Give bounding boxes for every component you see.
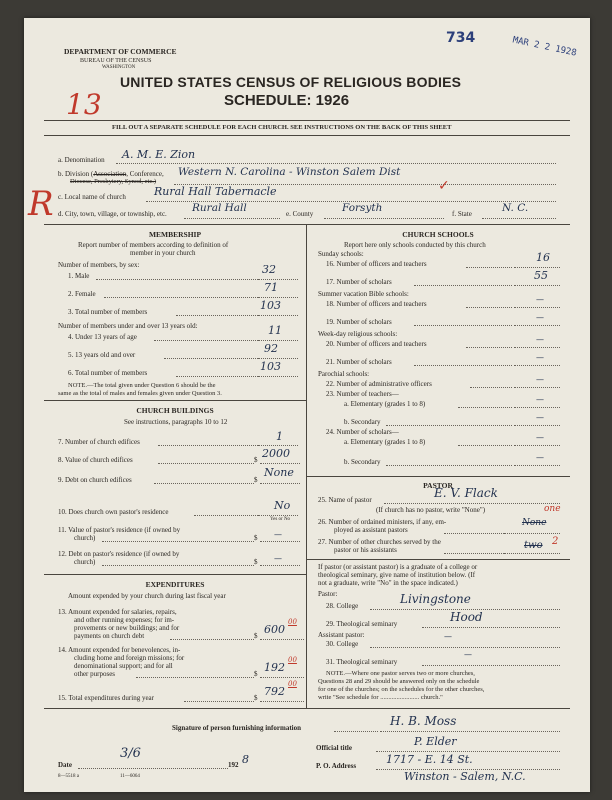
received-date-stamp: MAR 2 2 1928 [511,35,578,59]
q17-label: 17. Number of scholars [326,278,392,286]
q11-dollar: $ [254,534,258,542]
expenditures-subheading: Amount expended by your church during last fiscal year [68,592,226,600]
city-label: d. City, town, village, or township, etc. [58,210,167,218]
signature-value[interactable]: H. B. Moss [390,714,457,728]
q3-value[interactable]: 103 [260,299,281,312]
denomination-value[interactable]: A. M. E. Zion [122,148,196,161]
q2-label: 2. Female [68,290,96,298]
q5-value[interactable]: 92 [264,342,278,355]
membership-intro-1: Report number of members according to definition of [78,241,229,249]
sunday-schools-heading: Sunday schools: [318,250,364,258]
q7-label: 7. Number of church edifices [58,438,140,446]
q21-dash[interactable]: — [536,353,544,362]
q13-dollar: $ [254,632,258,640]
denomination-label: a. Denomination [58,156,105,164]
q24a-dash[interactable]: — [536,433,544,442]
form-title: UNITED STATES CENSUS OF RELIGIOUS BODIES [120,74,462,90]
q29-label: 29. Theological seminary [326,620,398,628]
q26-label-2: ployed as assistant pastors [334,526,408,534]
date-label: Date [58,761,72,769]
q9-dollar: $ [254,476,258,484]
q14-label-1: 14. Amount expended for benevolences, in- [58,646,181,654]
county-label: e. County [286,210,314,218]
pastor-heading: PASTOR [423,481,453,490]
q4-label: 4. Under 13 years of age [68,333,137,341]
q24a-label: a. Elementary (grades 1 to 8) [344,438,426,446]
q13-value[interactable]: 600 [264,623,285,636]
q22-label: 22. Number of administrative officers [326,380,432,388]
q30-dash[interactable]: — [444,632,452,641]
q2-value[interactable]: 71 [264,281,278,294]
yes-no-hint: Yes or No [270,517,291,522]
q13-label-4: payments on church debt [74,632,145,640]
margin-letter-r: R [28,184,54,224]
q12-label-1: 12. Debt on pastor's residence (if owned by [58,550,180,558]
check-mark-icon: ✓ [438,178,450,194]
print-number: 11—6064 [120,774,140,779]
pastor-note-2: Questions 28 and 29 should be answered only on the schedule [318,678,480,685]
membership-heading: MEMBERSHIP [148,230,202,239]
q14-label-4: other purposes [74,670,116,678]
q18-label: 18. Number of officers and teachers [326,300,427,308]
q7-value[interactable]: 1 [276,430,283,443]
q14-label-3: denominational support; and for all [74,662,173,670]
q28-value[interactable]: Livingstone [400,592,471,606]
q20-label: 20. Number of officers and teachers [326,340,427,348]
date-year-printed: 192 [228,761,239,769]
q15-cents: 00 [288,680,297,688]
college-instruction-3: not a graduate, write "No" in the space indicated.) [318,579,458,587]
pastor-sub-heading: Pastor: [318,590,338,598]
q4-value[interactable]: 11 [268,324,282,337]
q3-label: 3. Total number of members [68,308,148,316]
pastor-note-3: for one of the churches; on the schedules for the other churches, [318,686,485,693]
buildings-subheading: See instructions, paragraphs 10 to 12 [124,418,228,426]
official-title-label: Official title [316,744,352,752]
members-by-sex-heading: Number of members, by sex: [58,261,140,269]
q22-dash[interactable]: — [536,375,544,384]
schools-heading: CHURCH SCHOOLS [402,230,474,239]
q23a-dash[interactable]: — [536,395,544,404]
q11-dash[interactable]: — [274,530,282,539]
q31-dash[interactable]: — [464,650,472,659]
q26-value[interactable]: None [522,518,547,528]
church-name-label: c. Local name of church [58,193,126,201]
q23b-label: b. Secondary [344,418,381,426]
q26-correction: one [544,504,561,514]
q14-dollar: $ [254,670,258,678]
q9-value[interactable]: None [264,466,294,479]
pastor-note-1: NOTE.—Where one pastor serves two or more churches, [326,670,475,677]
q10-label: 10. Does church own pastor's residence [58,508,169,516]
college-instruction-1: If pastor (or assistant pastor) is a graduate of a college or [318,563,478,571]
division-value[interactable]: Western N. Carolina - Winston Salem Dist [178,166,401,178]
q25-note: (If church has no pastor, write "None") [376,506,486,514]
summer-schools-heading: Summer vacation Bible schools: [318,290,409,298]
schools-subheading: Report here only schools conducted by this church [344,241,486,249]
q15-value[interactable]: 792 [264,685,285,698]
q24b-dash[interactable]: — [536,453,544,462]
q12-label-2: church) [74,558,96,566]
q11-label-1: 11. Value of pastor's residence (if owned by [58,526,181,534]
county-value[interactable]: Forsyth [342,202,383,214]
q25-value[interactable]: E. V. Flack [434,486,498,500]
stamp-number: 734 [446,30,476,46]
q6-label: 6. Total number of members [68,369,148,377]
q23b-dash[interactable]: — [536,413,544,422]
buildings-heading: CHURCH BUILDINGS [136,406,214,415]
membership-intro-2: member in your church [130,249,196,257]
q26-label-1: 26. Number of ordained ministers, if any, em- [318,518,447,526]
q16-value[interactable]: 16 [536,251,550,264]
q8-dollar: $ [254,456,258,464]
q23a-label: a. Elementary (grades 1 to 8) [344,400,426,408]
q10-value[interactable]: No [274,499,291,512]
form-number: 8—5518 a [58,774,79,779]
q28-label: 28. College [326,602,359,610]
q18-dash[interactable]: — [536,295,544,304]
q5-label: 5. 13 years old and over [68,351,136,359]
q15-label: 15. Total expenditures during year [58,694,154,702]
q25-label: 25. Name of pastor [318,496,372,504]
q30-label: 30. College [326,640,359,648]
q27-label-2: pastor or his assistants [334,546,397,554]
q8-value[interactable]: 2000 [262,447,290,460]
membership-note-2: same as the total of males and females given under Question 3. [58,390,222,397]
official-title-value[interactable]: P. Elder [414,735,457,748]
q13-label-2: and other running expenses; for im- [74,616,175,624]
q14-value[interactable]: 192 [264,661,285,674]
address-label: P. O. Address [316,762,357,770]
q6-value[interactable]: 103 [260,360,281,373]
census-schedule-form [24,18,590,792]
q13-label-3: provements or new buildings; and for [74,624,180,632]
q11-label-2: church) [74,534,96,542]
assistant-pastor-heading: Assistant pastor: [318,631,365,639]
q12-dollar: $ [254,558,258,566]
general-instruction: FILL OUT A SEPARATE SCHEDULE FOR EACH CHURCH. SEE INSTRUCTIONS ON THE BACK OF THIS SHEET [112,124,452,131]
q19-dash[interactable]: — [536,313,544,322]
q19-label: 19. Number of scholars [326,318,392,326]
parochial-schools-heading: Parochial schools: [318,370,370,378]
q8-label: 8. Value of church edifices [58,456,133,464]
address-value-line2[interactable]: Winston - Salem, N.C. [404,770,526,783]
q31-label: 31. Theological seminary [326,658,398,666]
q13-label-1: 13. Amount expended for salaries, repairs, [58,608,177,616]
q27-value[interactable]: two [524,540,543,551]
q14-cents: 00 [288,656,297,664]
q9-label: 9. Debt on church edifices [58,476,132,484]
date-year-handwritten[interactable]: 8 [242,753,249,766]
q27-correction: 2 [552,536,559,547]
q20-dash[interactable]: — [536,335,544,344]
membership-note-1: NOTE.—The total given under Question 6 should be the [68,382,216,389]
city-value[interactable]: Rural Hall [192,202,247,214]
q1-value[interactable]: 32 [262,263,276,276]
weekday-schools-heading: Week-day religious schools: [318,330,398,338]
state-label: f. State [452,210,472,218]
division-label-line2: Diocese, Presbytery, Synod, etc.) [70,178,157,185]
expenditures-heading: EXPENDITURES [145,580,205,589]
bureau-name: BUREAU OF THE CENSUS [80,58,152,64]
form-subtitle: SCHEDULE: 1926 [224,92,350,109]
college-instruction-2: theological seminary, give name of institution below. (If [318,571,476,579]
q17-value[interactable]: 55 [534,269,548,282]
signature-label: Signature of person furnishing information [172,724,301,732]
department-name: DEPARTMENT OF COMMERCE [64,47,177,56]
q29-value[interactable]: Hood [450,610,483,624]
bureau-city: WASHINGTON [102,65,136,70]
state-value[interactable]: N. C. [502,202,529,214]
members-by-age-heading: Number of members under and over 13 years old: [58,322,198,330]
pastor-note-4: write "See schedule for ........................ church." [318,694,443,701]
church-name-value[interactable]: Rural Hall Tabernacle [154,185,277,198]
q24-label: 24. Number of scholars— [326,428,399,436]
division-label: b. Division (Association, Conference, [58,170,164,178]
q23-label: 23. Number of teachers— [326,390,399,398]
q24b-label: b. Secondary [344,458,381,466]
q14-label-2: cluding home and foreign missions; for [74,654,185,662]
date-value[interactable]: 3/6 [120,746,141,761]
q12-dash[interactable]: — [274,554,282,563]
q13-cents: 00 [288,618,297,626]
q27-label-1: 27. Number of other churches served by the [318,538,441,546]
margin-number-13: 13 [66,88,102,121]
q1-label: 1. Male [68,272,90,280]
q16-label: 16. Number of officers and teachers [326,260,427,268]
q21-label: 21. Number of scholars [326,358,392,366]
q15-dollar: $ [254,694,258,702]
address-value[interactable]: 1717 - E. 14 St. [386,753,473,766]
